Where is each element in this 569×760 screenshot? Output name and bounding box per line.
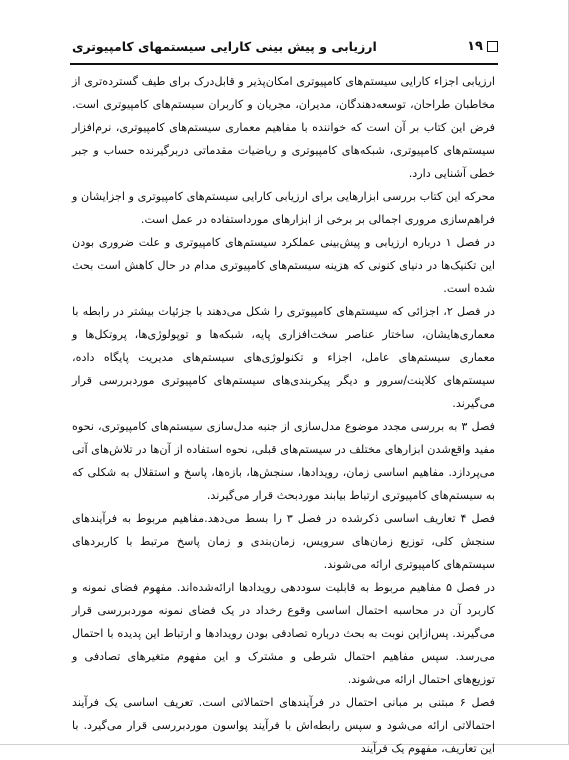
paragraph: ارزیابی اجزاء کارایی سیستم‌های کامپیوتری امکان‌پذیر و قابل‌درک برای طیف گسترده‌تری از مخاطبان طراحان، توسعه‌دهندگان، مدیران، مجریان و کاربران سیستم‌های کامپیوتری است. فرض این کتاب بر آن است که خواننده با مفاهیم معماری سیستم‌های کامپیوتری، نرم‌افزار سیستم‌های کامپیوتری، شبکه‌های کامپیوتری و ریاضیات مقدماتی دربرگیرنده حساب و جبر خطی آشنایی دارد.: [72, 75, 495, 180]
paragraph: در فصل ۱ درباره ارزیابی و پیش‌بینی عملکرد سیستم‌های کامپیوتری و علت ضروری بودن این تکنیک‌ها در دنیای کنونی که هزینه سیستم‌های کامپیوتری مدام در حال کاهش است بحث شده است.: [72, 236, 495, 295]
paragraph: در فصل ۲، اجزائی که سیستم‌های کامپیوتری را شکل می‌دهند با جزئیات بیشتر در رابطه با معماری‌هایشان، ساختار عناصر سخت‌افزاری پایه، شبکه‌ها و توپولوژی‌ها، پروتکل‌ها و معماری سیستم‌های عامل، اجزاء و تکنولوژی‌های سیستم‌های مدیریت پایگاه داده، سیستم‌های کلاینت/سرور و دیگر پیکربندی‌های سیستم‌های کامپیوتری موردبررسی قرار می‌گیرند.: [72, 305, 495, 410]
paragraph: در فصل ۵ مفاهیم مربوط به قابلیت سوددهی رویدادها ارائه‌شده‌اند. مفهوم فضای نمونه و کاربرد آن در محاسبه احتمال اساسی وقوع رخداد در یک فضای نمونه موردبررسی قرار می‌گیرند. پس‌ازاین نوبت به بحث درباره تصادفی بودن رویدادها و ارتباط این پدیده با احتمال می‌رسد. سپس مفاهیم احتمال شرطی و مشترک و این مفهوم متغیرهای تصادفی و توزیع‌های احتمال ارائه می‌شوند.: [72, 581, 495, 686]
running-header: [72, 34, 498, 58]
paragraph: فصل ۶ مبتنی بر مبانی احتمال در فرآیندهای احتمالاتی است. تعریف اساسی یک فرآیند احتمالاتی ارائه می‌شود و سپس رابطه‌اش با فرآیند پواسون موردبررسی قرار می‌گیرد. با این تعاریف، مفهوم یک فرآیند: [72, 696, 495, 755]
square-box-icon: [487, 41, 498, 52]
page-number-group: [467, 39, 498, 54]
paragraph: فصل ۳ به بررسی مجدد موضوع مدل‌سازی از جنبه مدل‌سازی سیستم‌های کامپیوتری، نحوه مفید واقع‌شدن ابزارهای مختلف در سیستم‌های قبلی، نحوه استفاده از آن‌ها در تلاش‌های آتی می‌پردازد. مفاهیم اساسی زمان، رویدادها، سنجش‌ها، بازه‌ها، پاسخ و استقلال به شکلی که به سیستم‌های کامپیوتری ارتباط بیابند موردبحث قرار می‌گیرند.: [72, 420, 495, 502]
page-number: ۱۹: [467, 38, 483, 54]
chapter-title: ارزیابی و پیش بینی کارایی سیستمهای کامپیوتری: [72, 38, 377, 54]
paragraph: محرکه این کتاب بررسی ابزارهایی برای ارزیابی کارایی سیستم‌های کامپیوتری و اجزایشان و فراهم‌سازی مروری اجمالی بر برخی از ابزارهای مورداستفاده در عمل است.: [72, 190, 495, 226]
body-text: [72, 70, 495, 760]
header-rule: [70, 63, 498, 65]
paragraph: فصل ۴ تعاریف اساسی ذکرشده در فصل ۳ را بسط می‌دهد.مفاهیم مربوط به فرآیندهای سنجش کلی، توزیع زمان‌های سرویس، زمان‌بندی و زمان پاسخ مرتبط با کاربردهای سیستم‌های کامپیوتری ارائه می‌شوند.: [72, 512, 495, 571]
